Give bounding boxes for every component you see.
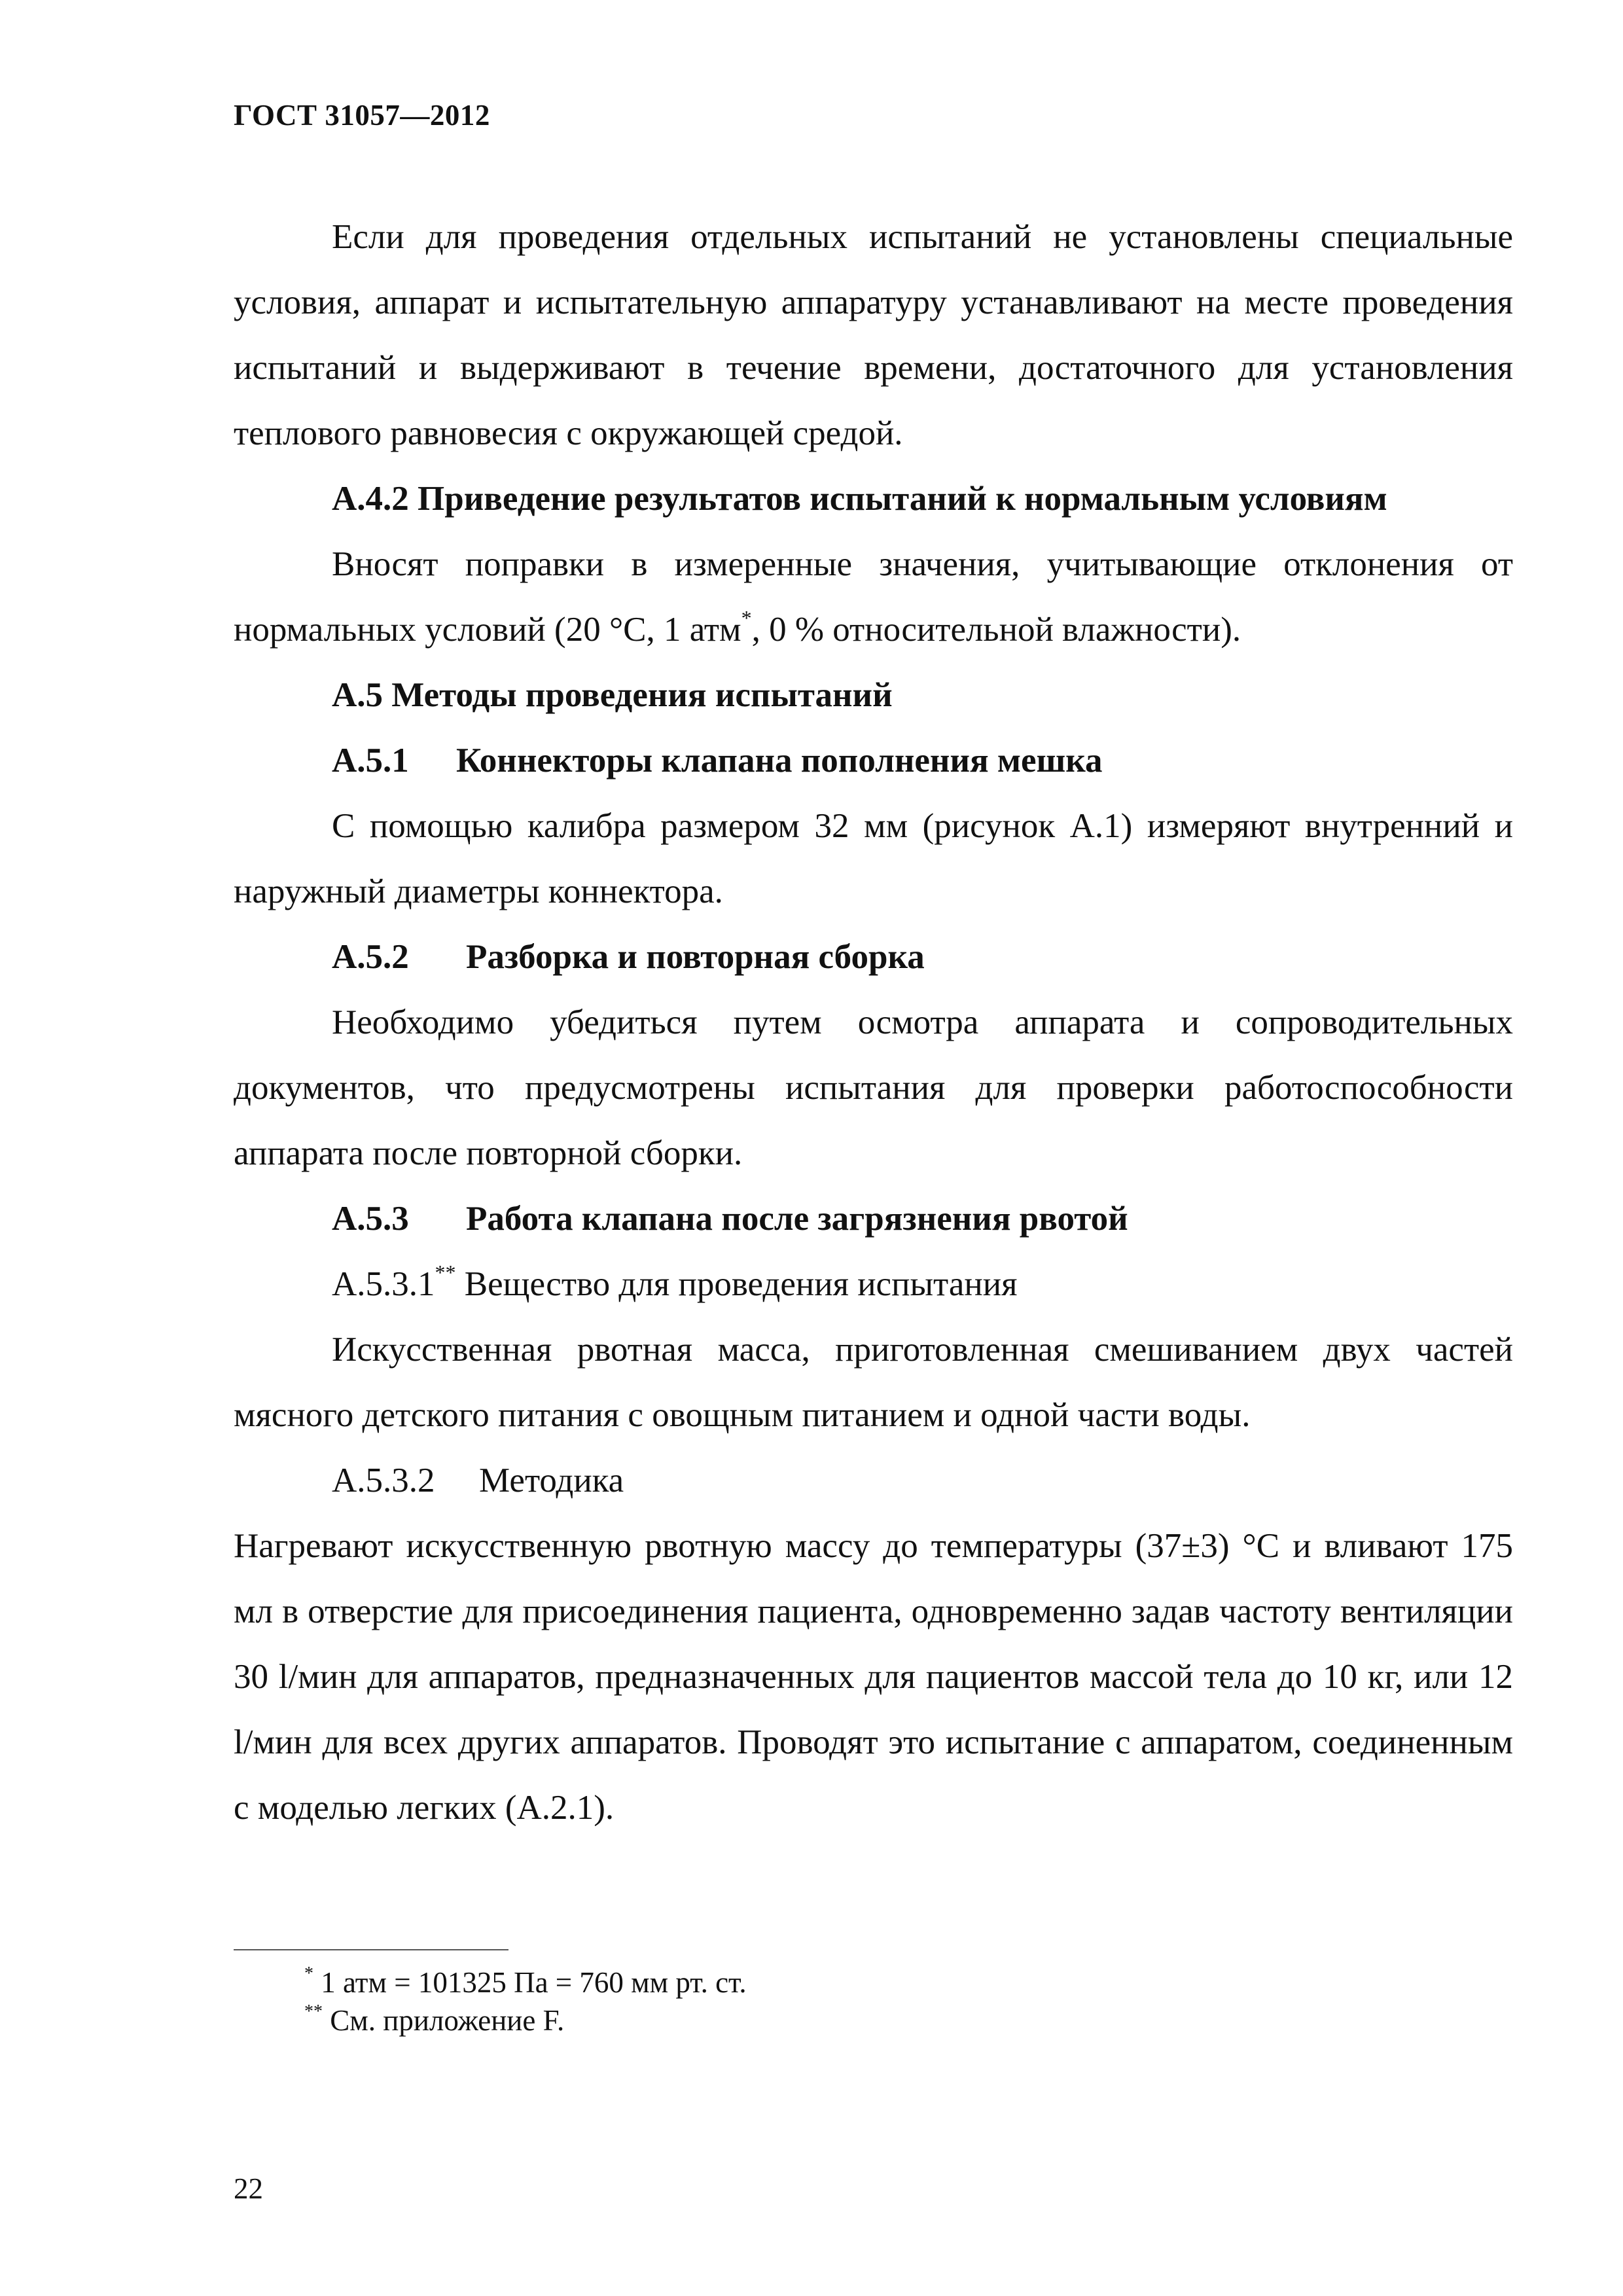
heading-a52 <box>234 924 1513 990</box>
heading-a53 <box>234 1186 1513 1251</box>
heading-a53-title: Работа клапана после загрязнения рвотой <box>466 1200 1128 1238</box>
paragraph-corrections <box>234 531 1513 662</box>
paragraph-connectors: С помощью калибра размером 32 мм (рисунок А.1) измеряют внутренний и наружный диаметры коннектора. <box>234 807 1513 910</box>
subheading-a532 <box>234 1448 1513 1513</box>
page-number: 22 <box>234 2172 263 2205</box>
footnotes <box>304 1964 747 2039</box>
heading-a42: А.4.2 Приведение результатов испытаний к нормальным условиям <box>332 480 1387 518</box>
paragraph-corrections-text-start: Вносят поправки в измеренные значения, учитывающие отклонения от нормальных условий (20 °С, 1 атм <box>234 545 1513 649</box>
footnote-mark: * <box>304 1964 313 1984</box>
heading-a51-number: А.5.1 <box>332 742 409 780</box>
document-header: ГОСТ 31057—2012 <box>234 99 490 132</box>
subheading-a532-number: А.5.3.2 <box>332 1462 435 1499</box>
heading-a51-title: Коннекторы клапана пополнения мешка <box>456 742 1103 780</box>
heading-a52-number: А.5.2 <box>332 938 409 976</box>
paragraph-conditions: Если для проведения отдельных испытаний не установлены специальные условия, аппарат и испытательную аппаратуру устанавливают на месте проведения испытаний и выдерживают в течение времени, достаточного для установления теплового равновесия с окружающей средой. <box>234 218 1513 452</box>
heading-a52-title: Разборка и повторная сборка <box>466 938 925 976</box>
subheading-a532-title: Методика <box>479 1462 624 1499</box>
heading-a51 <box>234 728 1513 793</box>
footnote-mark: ** <box>304 2001 323 2022</box>
subheading-a531-title: Вещество для проведения испытания <box>455 1265 1018 1303</box>
footnote-item <box>304 2001 747 2039</box>
paragraph-reassembly: Необходимо убедиться путем осмотра аппарата и сопроводительных документов, что предусмотрены испытания для проверки работоспособности аппарата после повторной сборки. <box>234 1003 1513 1172</box>
footnote-separator <box>234 1949 508 1950</box>
subheading-a531 <box>234 1251 1513 1317</box>
footnote-ref-2: ** <box>435 1261 456 1284</box>
footnote-text: 1 атм = 101325 Па = 760 мм рт. ст. <box>313 1966 747 1999</box>
footnote-ref-1: * <box>741 606 752 630</box>
paragraph-corrections-text-end: , 0 % относительной влажности). <box>751 611 1241 649</box>
heading-a53-number: А.5.3 <box>332 1200 409 1238</box>
document-body <box>234 204 1513 1840</box>
footnote-text: См. приложение F. <box>323 2004 565 2037</box>
subheading-a531-number: А.5.3.1 <box>332 1265 435 1303</box>
footnote-item <box>304 1964 747 2001</box>
paragraph-vomit-substance: Искусственная рвотная масса, приготовленная смешиванием двух частей мясного детского питания с овощным питанием и одной части воды. <box>234 1331 1513 1434</box>
heading-a5: А.5 Методы проведения испытаний <box>332 676 893 714</box>
paragraph-method: Нагревают искусственную рвотную массу до температуры (37±3) °С и вливают 175 мл в отверстие для присоединения пациента, одновременно задав частоту вентиляции 30 l/мин для аппаратов, предназначенных для пациентов массой тела до 10 кг, или 12 l/мин для всех других аппаратов. Проводят это испытание с аппаратом, соединенным с моделью легких (А.2.1). <box>234 1527 1513 1827</box>
